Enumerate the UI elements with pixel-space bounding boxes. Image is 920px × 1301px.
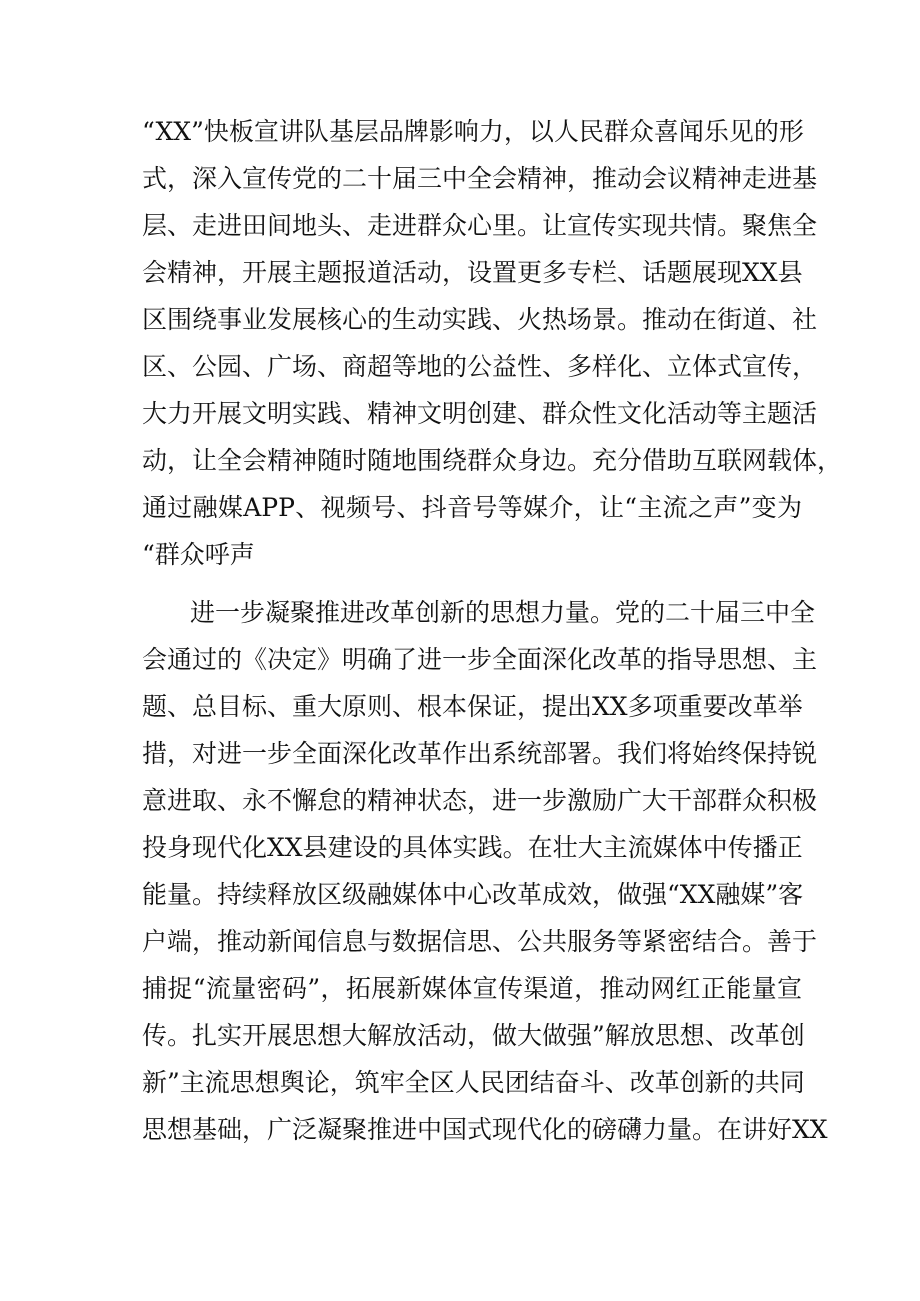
paragraph-line: 户端，推动新闻信息与数据信思、公共服务等紧密结合。善于 <box>142 927 818 956</box>
paragraph-line: 区围绕事业发展核心的生动实践、火热场景。推动在街道、社 <box>142 305 818 334</box>
paragraph-line: 思想基础，广泛凝聚推进中国式现代化的磅礴力量。在讲好XX <box>142 1115 828 1144</box>
paragraph-2 <box>142 589 828 1153</box>
paragraph-line: 投身现代化XX县建设的具体实践。在壮大主流媒体中传播正 <box>142 833 803 862</box>
paragraph-line: 新”主流思想舆论，筑牢全区人民团结奋斗、改革创新的共同 <box>142 1068 805 1097</box>
paragraph-line: “群众呼声 <box>142 540 255 569</box>
paragraph-line: 捕捉“流量密码”，拓展新媒体宣传渠道，推动网红正能量宣 <box>142 974 802 1003</box>
paragraph-line: 会通过的《决定》明确了进一步全面深化改革的指导思想、主 <box>142 645 818 674</box>
paragraph-1 <box>142 108 843 578</box>
paragraph-line: 动，让全会精神随时随地围绕群众身边。充分借助互联网载体， <box>142 446 843 475</box>
paragraph-line: 大力开展文明实践、精神文明创建、群众性文化活动等主题活 <box>142 399 818 428</box>
paragraph-line: “XX”快板宣讲队基层品牌影响力，以人民群众喜闻乐见的形 <box>142 117 804 146</box>
paragraph-line: 区、公园、广场、商超等地的公益性、多样化、立体式宣传， <box>142 352 818 381</box>
paragraph-line: 题、总目标、重大原则、根本保证，提出XX多项重要改革举 <box>142 692 803 721</box>
paragraph-line: 进一步凝聚推进改革创新的思想力量。党的二十届三中全 <box>190 598 816 627</box>
paragraph-line: 传。扎实开展思想大解放活动，做大做强”解放思想、改革创 <box>142 1021 805 1050</box>
paragraph-line: 能量。持续释放区级融媒体中心改革成效，做强“XX融媒”客 <box>142 880 804 909</box>
paragraph-line: 会精神，开展主题报道活动，设置更多专栏、话题展现XX县 <box>142 258 803 287</box>
paragraph-line: 层、走进田间地头、走进群众心里。让宣传实现共情。聚焦全 <box>142 211 818 240</box>
paragraph-line: 通过融媒APP、视频号、抖音号等媒介，让“主流之声”变为 <box>142 493 802 522</box>
paragraph-line: 式，深入宣传党的二十届三中全会精神，推动会议精神走进基 <box>142 164 818 193</box>
paragraph-line: 措，对进一步全面深化改革作出系统部署。我们将始终保持锐 <box>142 739 818 768</box>
paragraph-line: 意进取、永不懈怠的精神状态，进一步激励广大干部群众积极 <box>142 786 818 815</box>
